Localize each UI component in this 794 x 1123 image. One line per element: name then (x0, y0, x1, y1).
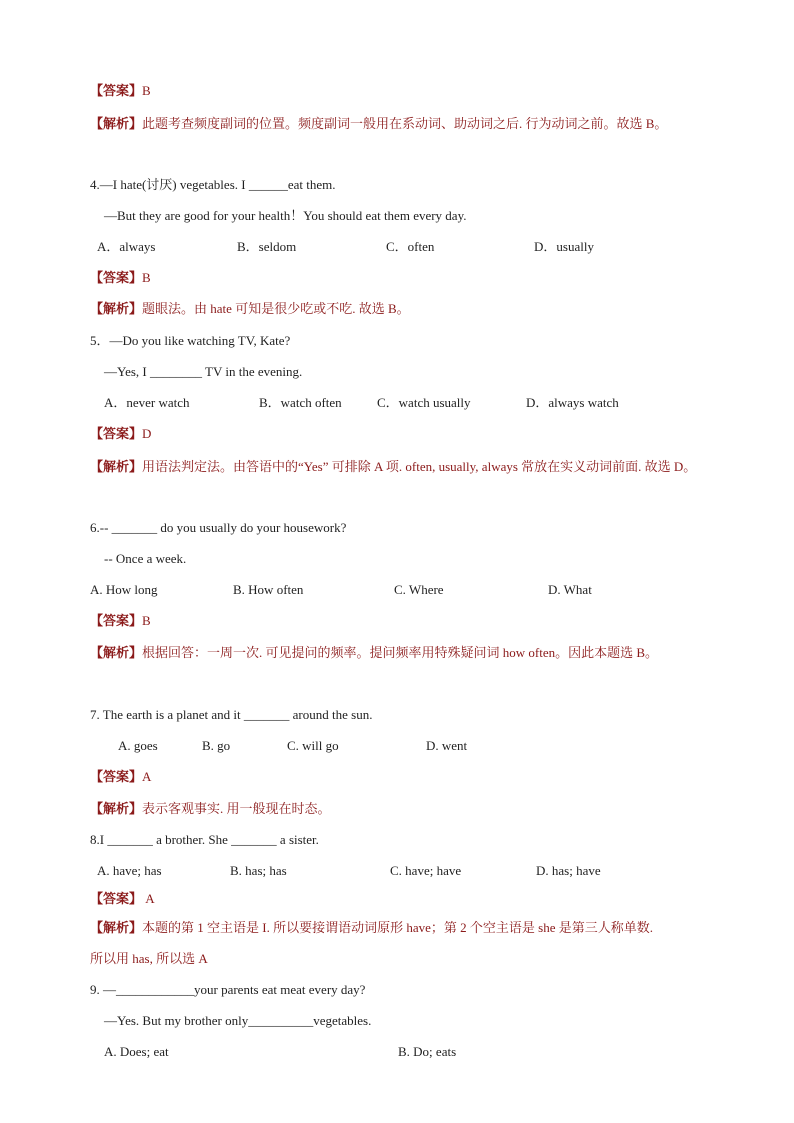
q7-stem: 7. The earth is a planet and it _______ around the sun. (90, 707, 373, 722)
answer-value: B (142, 83, 151, 98)
q4-analysis (90, 301, 734, 317)
analysis-text: 。因此本题选 B。 (555, 645, 659, 660)
analysis-text: ；第 2 个空主语是 (430, 920, 539, 935)
answer-value: A (142, 769, 152, 784)
q9-option-a: A. Does; eat (104, 1044, 169, 1059)
q8-option-a: A. have; has (97, 863, 162, 878)
q9-option-b: B. Do; eats (398, 1044, 457, 1059)
analysis-text: 本题的第 1 空主语是 I. 所以要接谓语动词原形 (142, 920, 407, 935)
answer-value: A (142, 891, 155, 906)
q7-option-d: D. went (426, 738, 468, 753)
q4-answer (90, 270, 734, 286)
q6-answer (90, 613, 734, 629)
analysis-keyword: have (406, 920, 431, 935)
q5-answer (90, 426, 734, 442)
q8-option-c: C. have; have (390, 863, 462, 878)
q5-stem: 5．—Do you like watching TV, Kate? (90, 333, 291, 348)
q6-stem-reply: -- Once a week. (104, 551, 187, 566)
analysis-text: 题眼法。由 (142, 301, 211, 316)
q7-option-c: C. will go (287, 738, 339, 753)
q6-option-d: D. What (548, 582, 592, 597)
analysis-keyword: how often (502, 645, 556, 660)
analysis-text: 表示客观事实. 用一般现在时态。 (142, 801, 331, 816)
analysis-text: 此题考查频度副词的位置。频度副词一般用在系动词、助动词之后. 行为动词之前。故选 B。 (142, 116, 668, 131)
analysis-label: 【解析】 (90, 801, 143, 816)
analysis-label: 【解析】 (90, 920, 143, 935)
analysis-text: 所以用 (90, 951, 133, 966)
analysis-text: 可知是很少吃或不吃. 故选 B。 (231, 301, 410, 316)
analysis-text: 是第三人称单数. (555, 920, 654, 935)
answer-label: 【答案】 (90, 426, 143, 441)
answer-label: 【答案】 (90, 613, 143, 628)
q4-option-b: B．seldom (237, 239, 297, 254)
q7-analysis (90, 801, 734, 817)
q5-option-d: D．always watch (526, 395, 619, 410)
q5-analysis (90, 451, 734, 482)
analysis-text: , 所以选 A (149, 951, 208, 966)
q7-option-a: A. goes (118, 738, 158, 753)
q9-stem-reply: —Yes. But my brother only__________vegetables. (104, 1013, 372, 1028)
q6-stem: 6.-- _______ do you usually do your housework? (90, 520, 347, 535)
q6-option-a: A. How long (90, 582, 158, 597)
q5-option-b: B．watch often (259, 395, 342, 410)
q3-answer (90, 83, 734, 99)
q7-option-b: B. go (202, 738, 231, 753)
q4-stem: 4.—I hate(讨厌) vegetables. I ______eat them. (90, 177, 336, 192)
q8-analysis-line1 (90, 920, 734, 936)
q5-stem-reply: —Yes, I ________ TV in the evening. (104, 364, 303, 379)
q4-option-c: C．often (386, 239, 435, 254)
answer-value: D (142, 426, 152, 441)
q6-analysis (90, 645, 734, 661)
answer-value: B (142, 613, 151, 628)
analysis-keyword: she (538, 920, 556, 935)
analysis-label: 【解析】 (90, 116, 143, 131)
analysis-text: 根据回答：一周一次. 可见提问的频率。提问频率用特殊疑问词 (142, 645, 503, 660)
q8-option-d: D. has; have (536, 863, 601, 878)
answer-label: 【答案】 (90, 83, 143, 98)
analysis-label: 【解析】 (90, 645, 143, 660)
answer-label: 【答案】 (90, 891, 143, 906)
q4-stem-reply: —But they are good for your health！You should eat them every day. (104, 208, 467, 223)
analysis-keyword: has (132, 951, 150, 966)
q3-analysis (90, 108, 734, 139)
q9-stem: 9. —____________your parents eat meat every day? (90, 982, 366, 997)
q8-option-b: B. has; has (230, 863, 287, 878)
q6-option-c: C. Where (394, 582, 444, 597)
analysis-label: 【解析】 (90, 459, 143, 474)
analysis-label: 【解析】 (90, 301, 143, 316)
q5-option-c: C．watch usually (377, 395, 471, 410)
answer-label: 【答案】 (90, 769, 143, 784)
q6-option-b: B. How often (233, 582, 304, 597)
answer-value: B (142, 270, 151, 285)
q7-answer (90, 769, 734, 785)
answer-label: 【答案】 (90, 270, 143, 285)
analysis-keyword: hate (210, 301, 232, 316)
q5-option-a: A．never watch (104, 395, 190, 410)
q4-option-d: D．usually (534, 239, 594, 254)
q8-answer (90, 891, 734, 907)
q8-stem: 8.I _______ a brother. She _______ a sister. (90, 832, 319, 847)
analysis-text: 用语法判定法。由答语中的“Yes” 可排除 A 项. often, usually, always 常放在实义动词前面. 故选 D。 (142, 459, 697, 474)
q8-analysis-line2 (90, 951, 734, 967)
q4-option-a: A．always (97, 239, 156, 254)
